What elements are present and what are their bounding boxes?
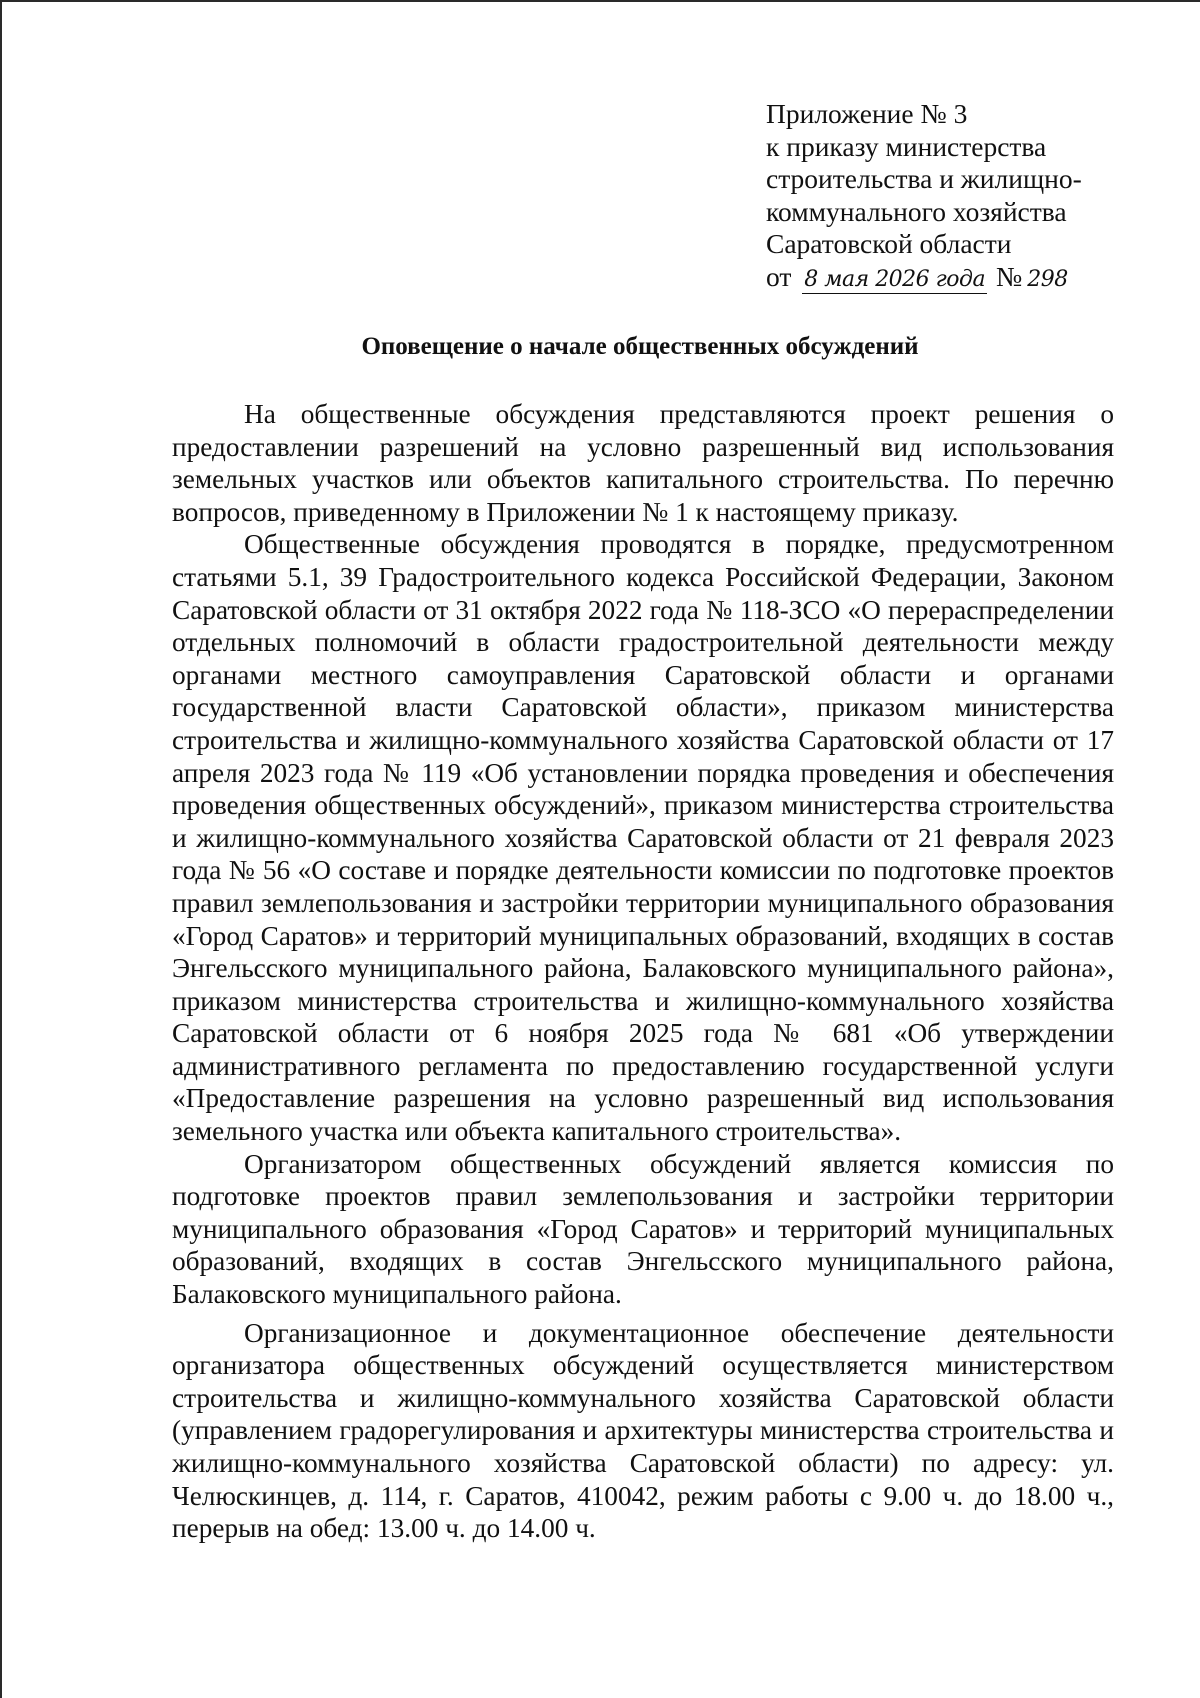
- appendix-header: [766, 98, 1186, 297]
- body-paragraph: На общественные обсуждения представляются проект решения о предоставлении разрешений на условно разрешенный вид использования земельных участков или объектов капитального строительства. По перечню вопросов, приведенному в Приложении № 1 к настоящему приказу.: [172, 399, 1114, 527]
- appendix-line: строительства и жилищно-: [766, 163, 1082, 195]
- scan-edge-left: [0, 0, 2, 1698]
- date-prefix: от: [766, 260, 792, 292]
- number-prefix: №: [995, 260, 1023, 292]
- body-paragraph: Организатором общественных обсуждений является комиссия по подготовке проектов правил землепользования и застройки территории муниципального образования «Город Саратов» и территорий муниципальных образований, входящих в состав Энгельсского муниципального района, Балаковского муниципального района.: [172, 1148, 1114, 1310]
- body-paragraph: Общественные обсуждения проводятся в порядке, предусмотренном статьями 5.1, 39 Градостроительного кодекса Российской Федерации, Законом Саратовской области от 31 октября 2022 года № 118-ЗСО «О перераспределении отдельных полномочий в области градостроительной деятельности между органами местного самоуправления Саратовской области и органами государственной власти Саратовской области», приказом министерства строительства и жилищно-коммунального хозяйства Саратовской области от 17 апреля 2023 года № 119 «Об установлении порядка проведения и обеспечения проведения общественных обсуждений», приказом министерства строительства и жилищно-коммунального хозяйства Саратовской области от 21 февраля 2023 года № 56 «О составе и порядке деятельности комиссии по подготовке проектов правил землепользования и застройки территории муниципального образования «Город Саратов» и территорий муниципальных образований, входящих в состав Энгельсского муниципального района, Балаковского муниципального района», приказом министерства строительства и жилищно-коммунального хозяйства Саратовской области от 6 ноября 2025 года № 681 «Об утверждении административного регламента по предоставлению государственной услуги «Предоставление разрешения на условно разрешенный вид использования земельного участка или объекта капитального строительства».: [172, 529, 1114, 1147]
- handwritten-date: 8 мая 2026 года: [804, 266, 986, 292]
- appendix-line: к приказу министерства: [766, 130, 1047, 162]
- document-title: Оповещение о начале общественных обсуждений: [361, 333, 919, 360]
- appendix-date-line: [766, 261, 1186, 297]
- appendix-line: Приложение № 3: [766, 98, 968, 129]
- document-body: [172, 398, 1114, 1545]
- appendix-line: Саратовской области: [766, 228, 1012, 260]
- body-paragraph: Организационное и документационное обеспечение деятельности организатора общественных обсуждений осуществляется министерством строительства и жилищно-коммунального хозяйства Саратовской области (управлением градорегулирования и архитектуры министерства строительства и жилищно-коммунального хозяйства Саратовской области) по адресу: ул. Челюскинцев, д. 114, г. Саратов, 410042, режим работы с 9.00 ч. до 18.00 ч., перерыв на обед: 13.00 ч. до 14.00 ч.: [172, 1317, 1114, 1544]
- scan-edge-top: [0, 0, 1200, 2]
- handwritten-number: 298: [1027, 266, 1068, 292]
- appendix-line: коммунального хозяйства: [766, 195, 1067, 227]
